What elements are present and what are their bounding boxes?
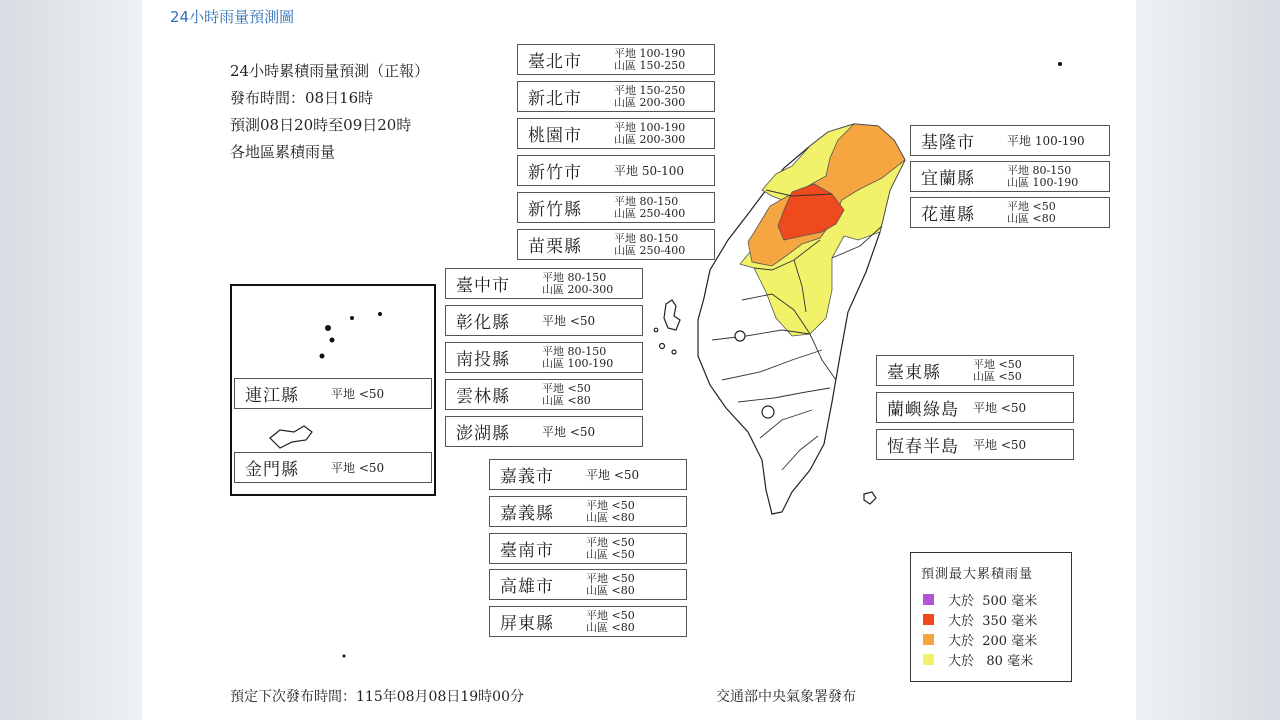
legend-swatch <box>923 594 934 605</box>
region-kinmen-county: 金門縣 平地 <50 <box>234 452 432 483</box>
region-lanyu-ludao: 蘭嶼綠島 平地 <50 <box>876 392 1074 423</box>
region-yilan-county: 宜蘭縣 平地 80-150 山區 100-190 <box>910 161 1110 192</box>
next-release-time: 預定下次發布時間：115年08月08日19時00分 <box>230 689 524 705</box>
right-margin <box>1136 0 1280 720</box>
region-chiayi-city: 嘉義市 平地 <50 <box>489 459 687 490</box>
region-pingtung-county: 屏東縣 平地 <50 山區 <80 <box>489 606 687 637</box>
region-taipei-city: 臺北市 平地 100-190 山區 150-250 <box>517 44 715 75</box>
region-hsinchu-county: 新竹縣 平地 80-150 山區 250-400 <box>517 192 715 223</box>
legend-swatch <box>923 654 934 665</box>
region-hualien-county: 花蓮縣 平地 <50 山區 <80 <box>910 197 1110 228</box>
orchid-island <box>864 492 876 504</box>
info-subtitle: 各地區累積雨量 <box>230 143 336 161</box>
region-taitung-county: 臺東縣 平地 <50 山區 <50 <box>876 355 1074 386</box>
info-forecast-period: 預測08日20時至09日20時 <box>230 116 412 134</box>
legend-swatch <box>923 634 934 645</box>
region-chiayi-county: 嘉義縣 平地 <50 山區 <80 <box>489 496 687 527</box>
page-title: 24小時雨量預測圖 <box>170 8 295 26</box>
legend-item-200: 大於 200 毫米 <box>923 629 1037 649</box>
region-hengchun-peninsula: 恆春半島 平地 <50 <box>876 429 1074 460</box>
region-keelung-city: 基隆市 平地 100-190 <box>910 125 1110 156</box>
region-miaoli-county: 苗栗縣 平地 80-150 山區 250-400 <box>517 229 715 260</box>
info-release-time: 發布時間：08日16時 <box>230 89 374 107</box>
left-margin <box>0 0 142 720</box>
small-island-1 <box>735 331 745 341</box>
region-taichung-city: 臺中市 平地 80-150 山區 200-300 <box>445 268 643 299</box>
region-taoyuan-city: 桃園市 平地 100-190 山區 200-300 <box>517 118 715 149</box>
info-title: 24小時累積雨量預測（正報） <box>230 62 430 80</box>
region-hsinchu-city: 新竹市 平地 50-100 <box>517 155 715 186</box>
legend-item-80: 大於 80 毫米 <box>923 649 1033 669</box>
legend <box>910 552 1072 682</box>
region-changhua-county: 彰化縣 平地 <50 <box>445 305 643 336</box>
region-kaohsiung-city: 高雄市 平地 <50 山區 <80 <box>489 569 687 600</box>
issuer: 交通部中央氣象署發布 <box>716 689 856 705</box>
small-island-2 <box>762 406 774 418</box>
rain-forecast-map <box>142 0 1136 720</box>
region-yunlin-county: 雲林縣 平地 <50 山區 <80 <box>445 379 643 410</box>
region-tainan-city: 臺南市 平地 <50 山區 <50 <box>489 533 687 564</box>
region-new-taipei-city: 新北市 平地 150-250 山區 200-300 <box>517 81 715 112</box>
region-lienchiang-county: 連江縣 平地 <50 <box>234 378 432 409</box>
penghu-islands <box>654 300 680 354</box>
legend-title: 預測最大累積雨量 <box>921 567 1034 582</box>
region-penghu-county: 澎湖縣 平地 <50 <box>445 416 643 447</box>
legend-item-350: 大於 350 毫米 <box>923 609 1037 629</box>
legend-item-500: 大於 500 毫米 <box>923 589 1037 609</box>
legend-swatch <box>923 614 934 625</box>
region-nantou-county: 南投縣 平地 80-150 山區 100-190 <box>445 342 643 373</box>
